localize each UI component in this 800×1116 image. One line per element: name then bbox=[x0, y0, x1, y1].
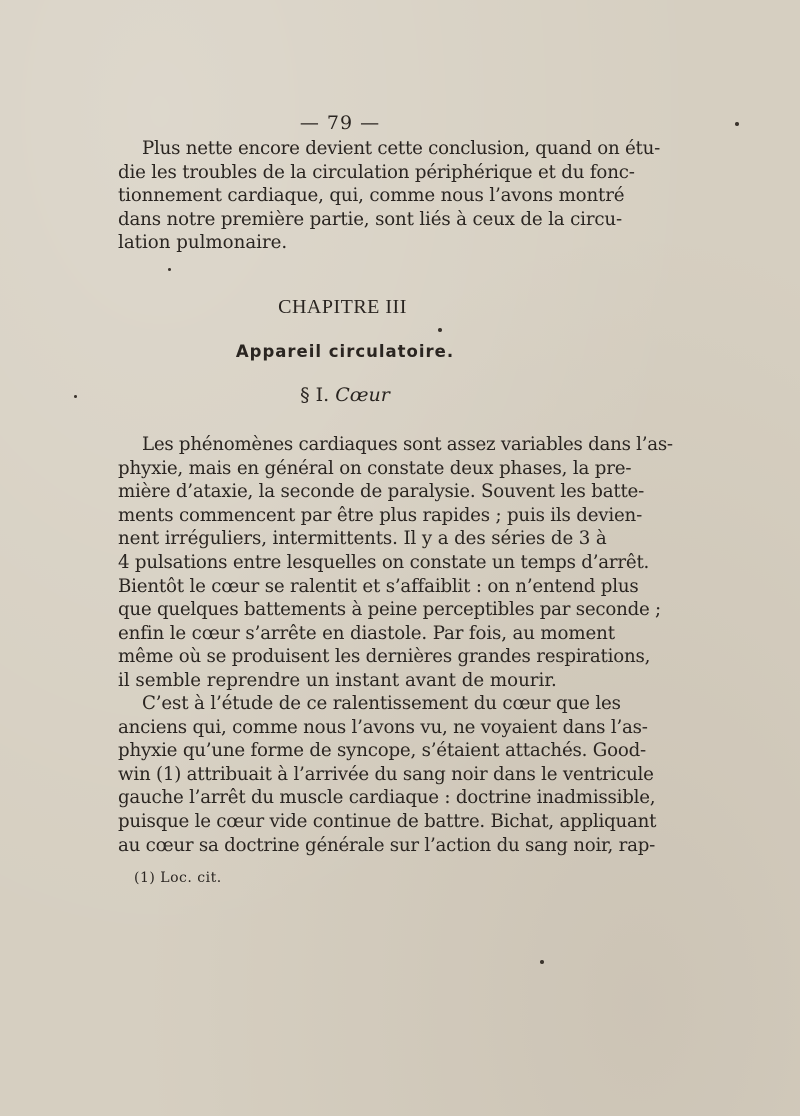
chapter-title: CHAPITRE III bbox=[278, 296, 407, 318]
text-line: ments commencent par être plus rapides ; puis ils devien- bbox=[118, 504, 643, 526]
footnote: (1) Loc. cit. bbox=[134, 870, 222, 886]
text-line: C’est à l’étude de ce ralentissement du cœur que les bbox=[142, 693, 621, 714]
paper-speck bbox=[74, 395, 77, 398]
subsection-number: § I. bbox=[300, 384, 330, 406]
subsection-title bbox=[0, 384, 690, 406]
section-title: Appareil circulatoire. bbox=[235, 342, 455, 361]
text-line: mière d’ataxie, la seconde de paralysie. Souvent les batte- bbox=[118, 481, 645, 503]
page-number: — 79 — bbox=[299, 112, 381, 134]
text-line: puisque le cœur vide continue de battre. Bichat, appliquant bbox=[118, 810, 657, 832]
text-line: au cœur sa doctrine générale sur l’action du sang noir, rap- bbox=[118, 834, 656, 856]
text-line: Bientôt le cœur se ralentit et s’affaiblit : on n’entend plus bbox=[118, 575, 639, 597]
text-line: même où se produisent les dernières grandes respirations, bbox=[118, 646, 651, 668]
text-line: Les phénomènes cardiaques sont assez variables dans l’as- bbox=[142, 434, 673, 455]
body-paragraph-2 bbox=[118, 692, 657, 857]
body-paragraph-1 bbox=[118, 433, 673, 693]
text-line: phyxie, mais en général on constate deux phases, la pre- bbox=[118, 457, 632, 479]
text-line: lation pulmonaire. bbox=[118, 232, 288, 254]
text-line: tionnement cardiaque, qui, comme nous l’avons montré bbox=[118, 185, 625, 207]
text-line: win (1) attribuait à l’arrivée du sang noir dans le ventricule bbox=[118, 763, 654, 785]
paper-speck bbox=[438, 328, 442, 332]
subsection-name: Cœur bbox=[335, 384, 390, 406]
text-line: gauche l’arrêt du muscle cardiaque : doctrine inadmissible, bbox=[118, 787, 656, 809]
paper-speck bbox=[168, 268, 171, 271]
text-line: que quelques battements à peine perceptibles par seconde ; bbox=[118, 599, 661, 621]
paper-speck bbox=[735, 122, 739, 126]
text-line: anciens qui, comme nous l’avons vu, ne voyaient dans l’as- bbox=[118, 716, 648, 738]
text-line: Plus nette encore devient cette conclusion, quand on étu- bbox=[142, 138, 661, 159]
text-line: il semble reprendre un instant avant de mourir. bbox=[118, 669, 557, 691]
paper-speck bbox=[540, 960, 544, 964]
text-line: nent irréguliers, intermittents. Il y a des séries de 3 à bbox=[118, 528, 607, 550]
text-line: phyxie qu’une forme de syncope, s’étaient attachés. Good- bbox=[118, 740, 646, 762]
text-line: 4 pulsations entre lesquelles on constate un temps d’arrêt. bbox=[118, 551, 650, 573]
text-line: dans notre première partie, sont liés à ceux de la circu- bbox=[118, 208, 622, 230]
text-line: enfin le cœur s’arrête en diastole. Par fois, au moment bbox=[118, 622, 615, 644]
intro-paragraph bbox=[118, 137, 661, 255]
text-line: die les troubles de la circulation périphérique et du fonc- bbox=[118, 161, 635, 183]
